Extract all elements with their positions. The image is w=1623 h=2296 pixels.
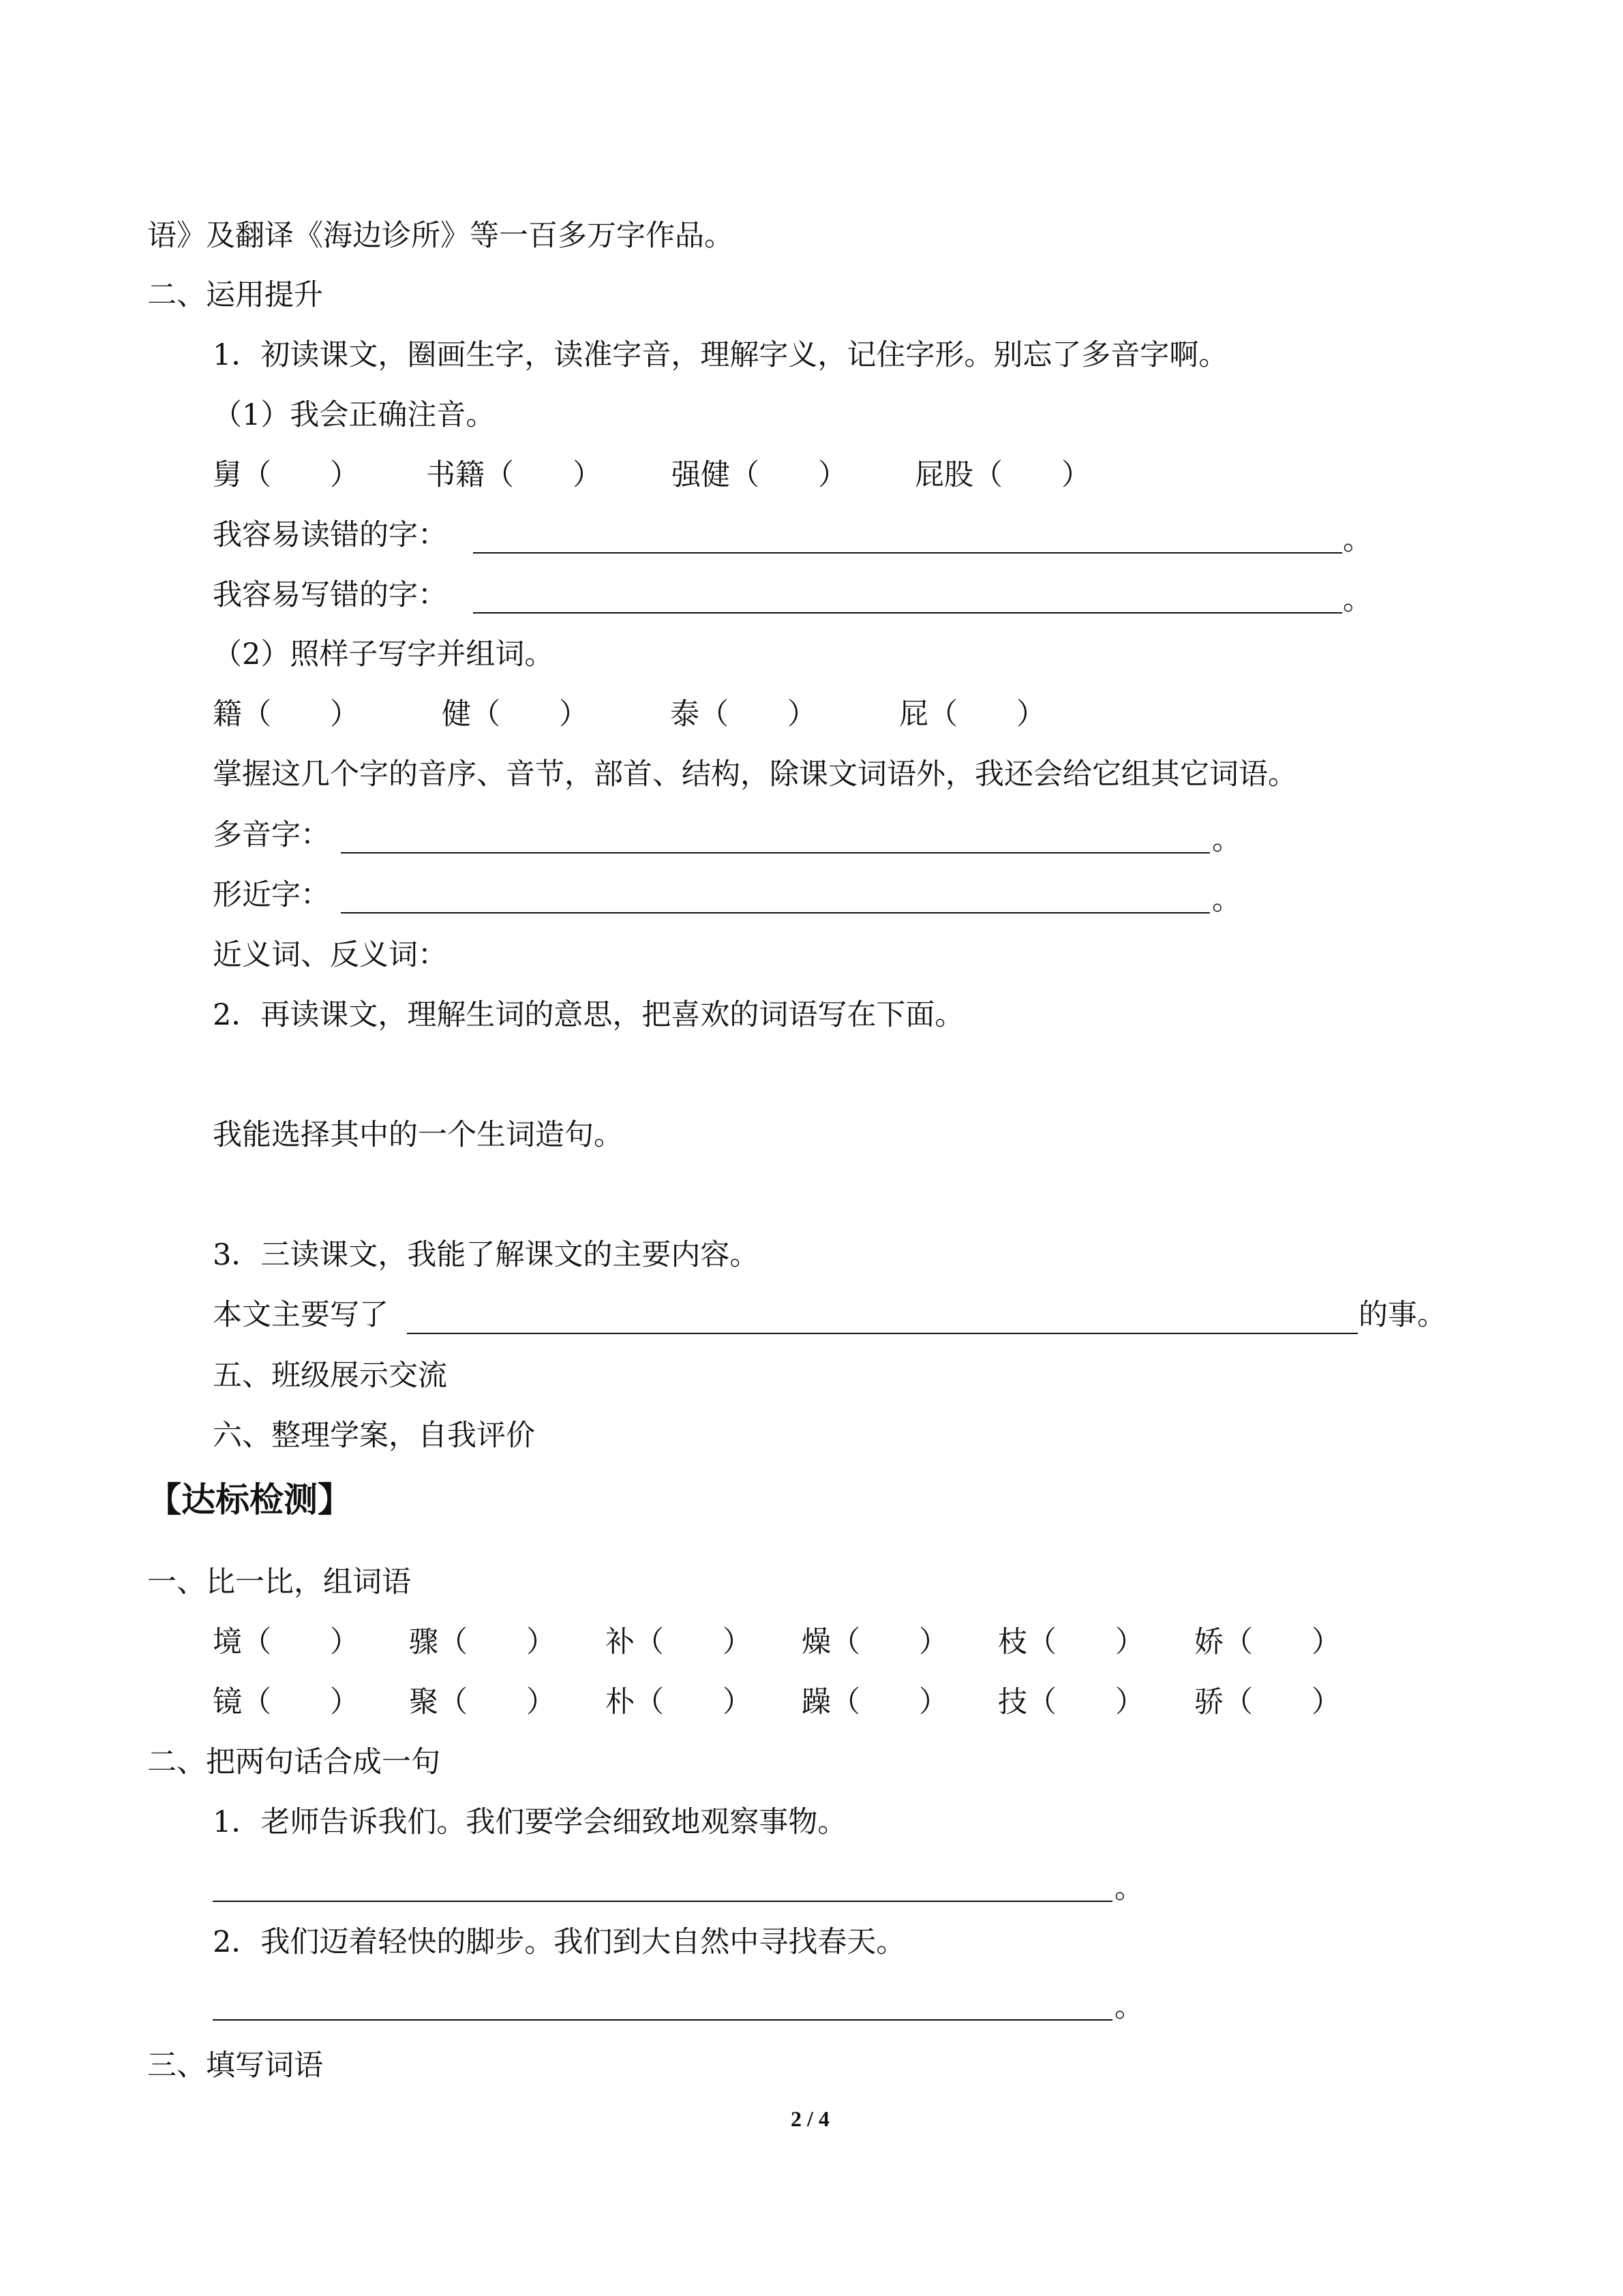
summary-blank[interactable]	[407, 1333, 1358, 1334]
section6-title: 六、整理学案，自我评价	[213, 1419, 535, 1453]
test2-title: 二、把两句话合成一句	[147, 1745, 440, 1779]
similar-label: 形近字：	[213, 878, 330, 912]
q1-sub2-title: （2）照样子写字并组词。	[213, 637, 554, 671]
section2-title: 二、运用提升	[147, 278, 323, 312]
test2-item2: 2．我们迈着轻快的脚步。我们到大自然中寻找春天。	[213, 1925, 906, 1959]
master-text: 掌握这几个字的音序、音节，部首、结构，除课文词语外，我还会给它组其它词语。	[213, 757, 1297, 791]
q1-instruction: 1．初读课文，圈画生字，读准字音，理解字义，记住字形。别忘了多音字啊。	[213, 338, 1228, 372]
test-heading: 【达标检测】	[147, 1479, 352, 1520]
compare-item: 技（ ）	[998, 1685, 1144, 1719]
summary-suffix: 的事。	[1359, 1298, 1446, 1332]
compare-item: 躁（ ）	[802, 1685, 948, 1719]
char-item: 籍（ ）	[213, 697, 359, 731]
pinyin-item: 舅（ ）	[213, 458, 359, 492]
compare-item: 枝（ ）	[998, 1625, 1144, 1659]
q2-instruction: 2．再读课文，理解生词的意思，把喜欢的词语写在下面。	[213, 998, 965, 1032]
compare-item: 镜（ ）	[213, 1685, 359, 1719]
pinyin-item: 书籍（ ）	[426, 458, 602, 492]
miswrite-label: 我容易写错的字：	[213, 578, 447, 612]
section5-title: 五、班级展示交流	[213, 1359, 447, 1393]
test2-period2: 。	[1114, 1990, 1144, 2024]
q1-sub1-title: （1）我会正确注音。	[213, 398, 496, 432]
compare-item: 境（ ）	[213, 1625, 359, 1659]
synonym-label: 近义词、反义词：	[213, 938, 447, 972]
sentence-prompt: 我能选择其中的一个生词造句。	[213, 1118, 623, 1152]
polyphone-period: 。	[1212, 823, 1241, 857]
polyphone-blank[interactable]	[341, 852, 1210, 854]
test1-title: 一、比一比，组词语	[147, 1565, 411, 1599]
miswrite-blank[interactable]	[473, 612, 1342, 614]
char-item: 屁（ ）	[899, 697, 1046, 731]
summary-prefix: 本文主要写了	[213, 1298, 389, 1332]
char-item: 健（ ）	[442, 697, 588, 731]
q3-instruction: 3．三读课文，我能了解课文的主要内容。	[213, 1238, 759, 1272]
pinyin-item: 强健（ ）	[671, 458, 847, 492]
test2-period1: 。	[1114, 1871, 1144, 1905]
test2-blank1[interactable]	[213, 1901, 1112, 1902]
compare-item: 骤（ ）	[409, 1625, 556, 1659]
compare-item: 骄（ ）	[1194, 1685, 1341, 1719]
pinyin-item: 屁股（ ）	[915, 458, 1091, 492]
misread-label: 我容易读错的字：	[213, 518, 447, 552]
misread-period: 。	[1343, 523, 1372, 557]
compare-item: 燥（ ）	[802, 1625, 948, 1659]
compare-item: 聚（ ）	[409, 1685, 556, 1719]
misread-blank[interactable]	[473, 552, 1342, 554]
compare-item: 补（ ）	[605, 1625, 752, 1659]
compare-item: 娇（ ）	[1194, 1625, 1341, 1659]
test2-blank2[interactable]	[213, 2019, 1112, 2021]
page-number: 2 / 4	[791, 2106, 830, 2131]
polyphone-label: 多音字：	[213, 818, 330, 852]
test2-item1: 1．老师告诉我们。我们要学会细致地观察事物。	[213, 1805, 847, 1839]
char-item: 泰（ ）	[670, 697, 817, 731]
similar-blank[interactable]	[341, 912, 1210, 913]
intro-tail: 语》及翻译《海边诊所》等一百多万字作品。	[147, 219, 733, 253]
miswrite-period: 。	[1343, 583, 1372, 617]
compare-item: 朴（ ）	[605, 1685, 752, 1719]
similar-period: 。	[1212, 883, 1241, 917]
test3-title: 三、填写词语	[147, 2049, 323, 2083]
